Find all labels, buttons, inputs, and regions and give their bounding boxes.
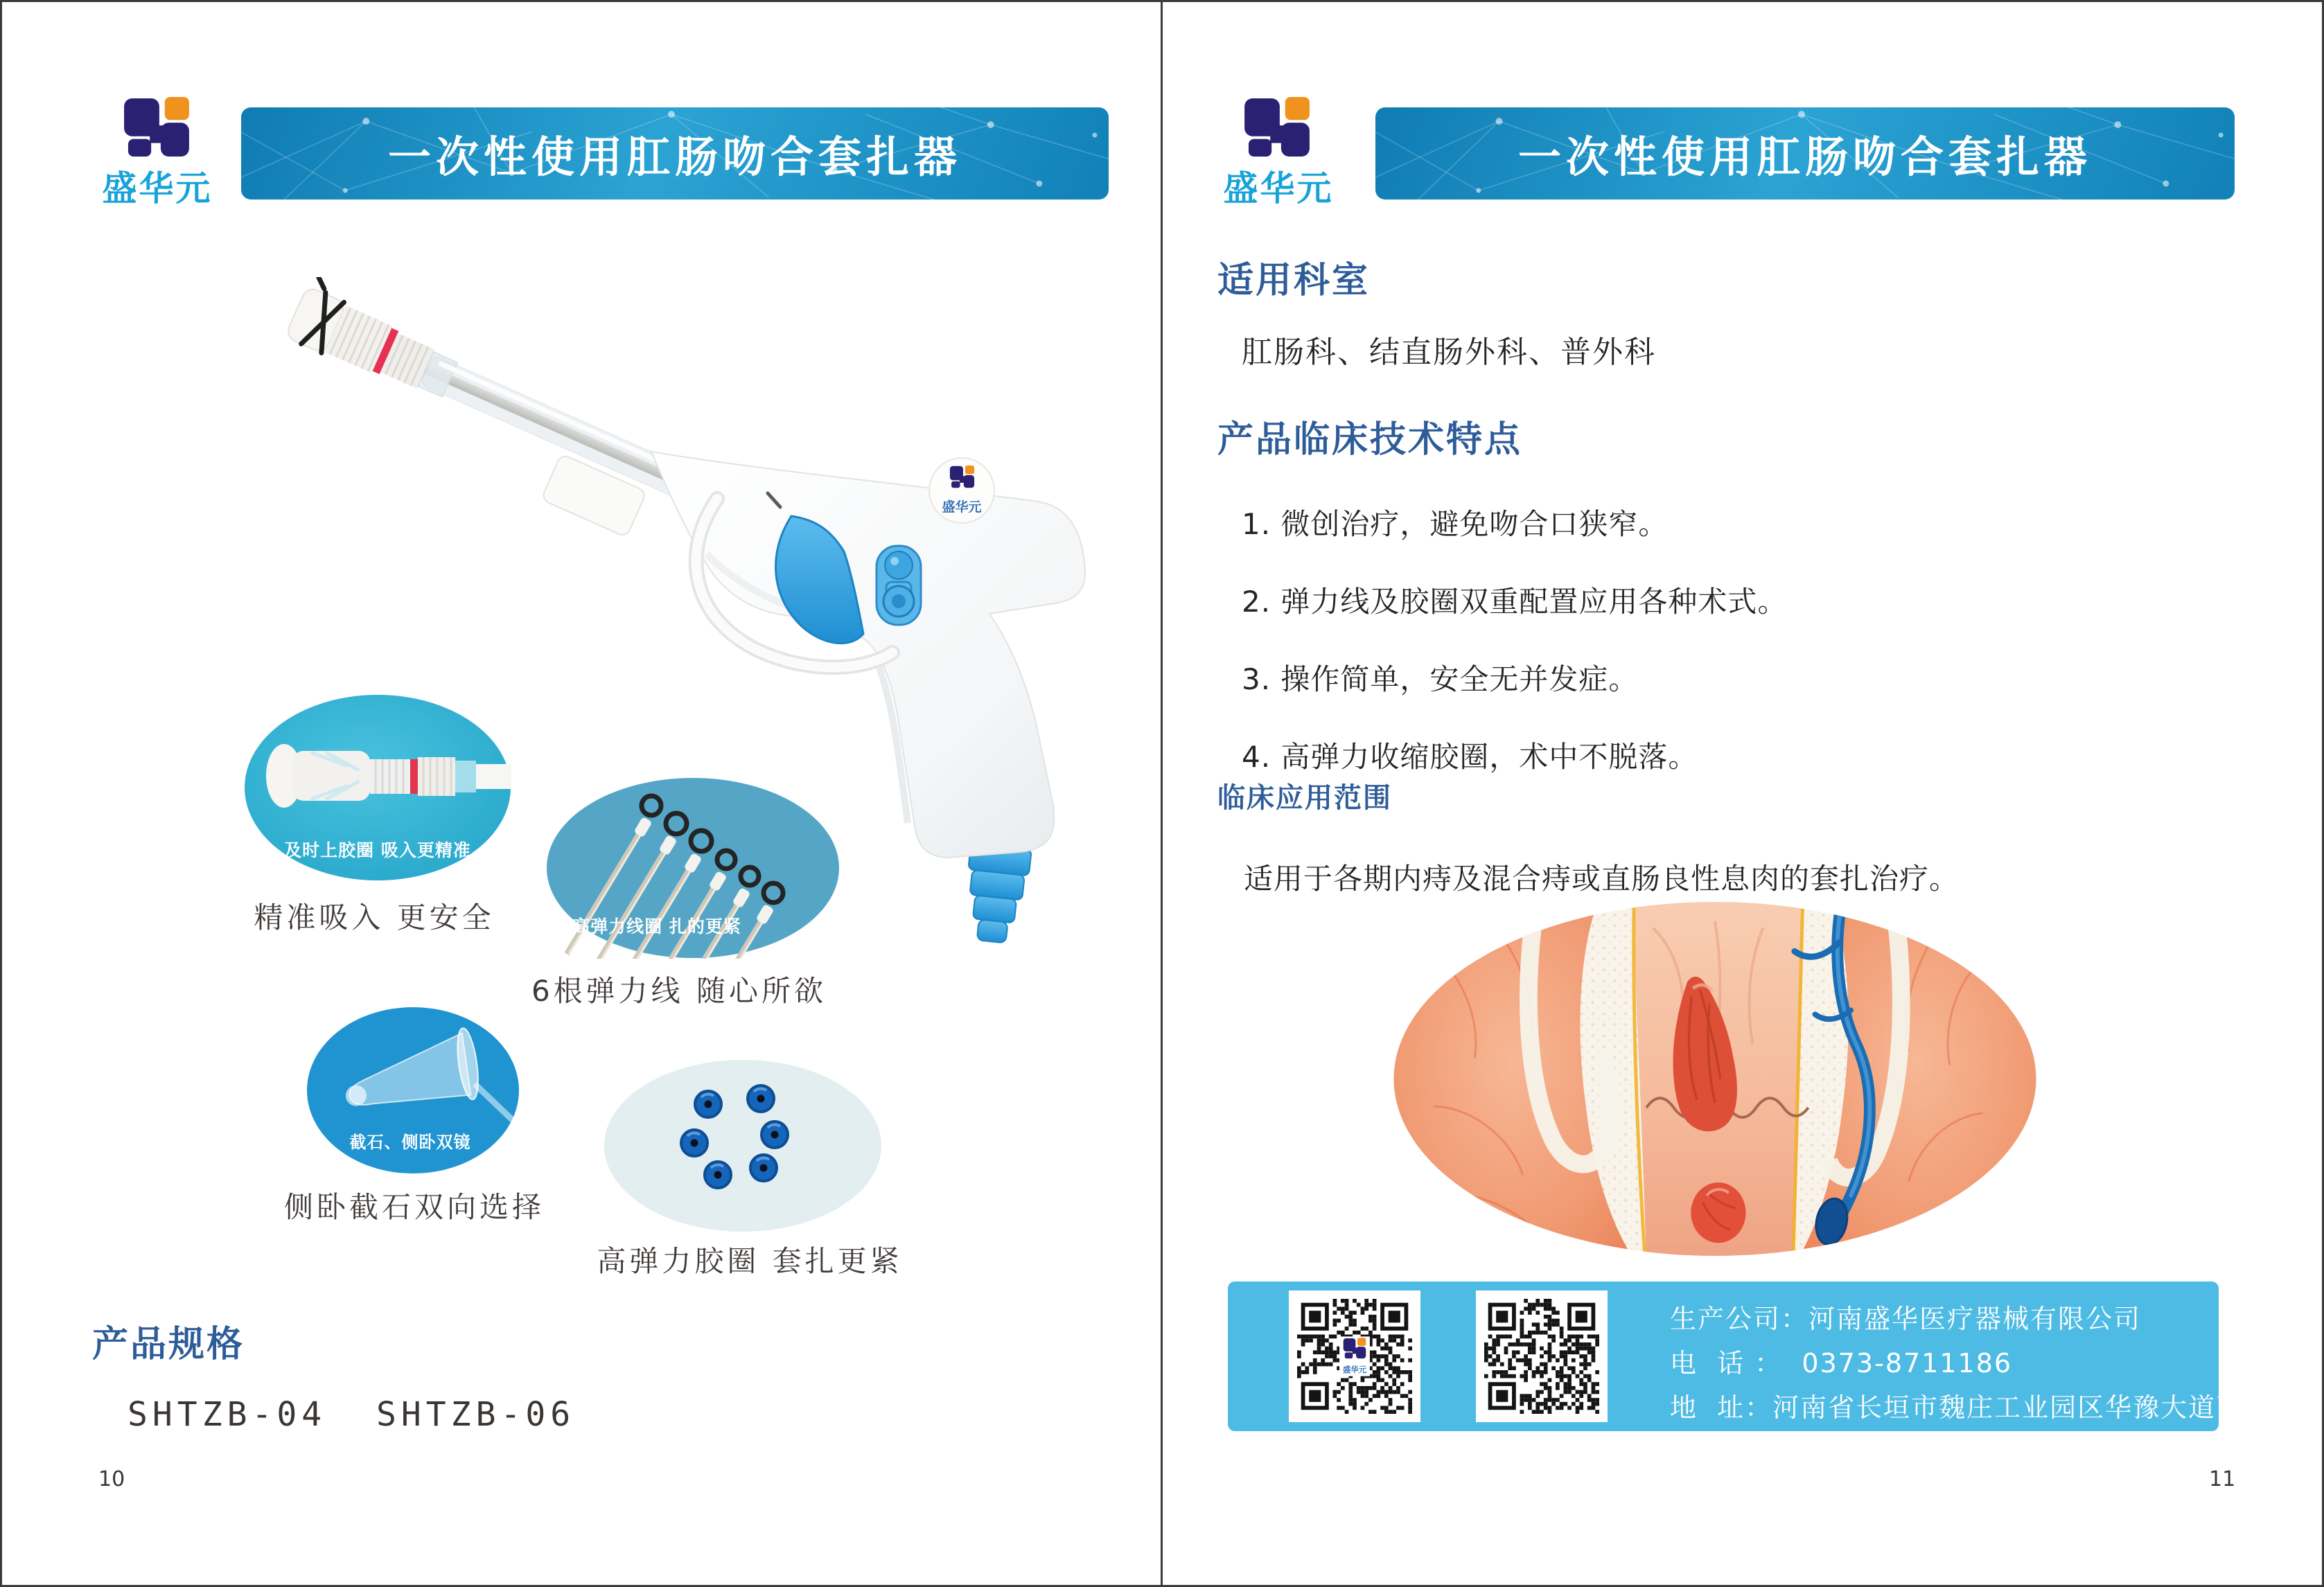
slider-control (877, 546, 921, 625)
callout-anoscope-overlay-text: 截石、侧卧双镜 (349, 1133, 471, 1152)
qr-code-website (1484, 1299, 1599, 1414)
callout-rubber-rings-photo (603, 1058, 883, 1233)
qr-code-wechat (1297, 1299, 1412, 1414)
callout-tip-photo (244, 694, 511, 881)
spec-heading: 产品规格 (92, 1324, 245, 1365)
anatomy-illustration (1386, 901, 2044, 1257)
features-list (1242, 502, 1787, 776)
feature-item: 2. 弹力线及胶圈双重配置应用各种术式。 (1242, 585, 1788, 619)
scope-body: 适用于各期内痔及混合痔或直肠良性息肉的套扎治疗。 (1244, 862, 1960, 896)
qr-card-1 (1289, 1291, 1420, 1422)
feature-item: 3. 操作简单，安全无并发症。 (1242, 662, 1639, 696)
callout-elastic-overlay-text: 高弹力线圈 扎的更紧 (572, 916, 741, 937)
callout-tip-overlay-text: 及时上胶圈 吸入更精准 (284, 840, 471, 860)
page-divider (1161, 0, 1163, 1587)
contact-address: 地 址：河南省长垣市魏庄工业园区华豫大道西侧 (1670, 1392, 2272, 1423)
caption-elastic-rings: 高弹力胶圈 套扎更紧 (597, 1244, 903, 1278)
contact-bar (1228, 1282, 2272, 1431)
feature-item: 4. 高弹力收缩胶圈，术中不脱落。 (1242, 740, 1698, 774)
contact-company: 生产公司：河南盛华医疗器械有限公司 (1670, 1304, 2142, 1334)
scope-heading: 临床应用范围 (1217, 782, 1392, 814)
contact-lines (1670, 1297, 2271, 1430)
suction-connector (961, 843, 1032, 944)
company-logo-text: 盛华元 (102, 168, 213, 209)
company-logo-icon (122, 97, 191, 158)
features-heading: 产品临床技术特点 (1217, 419, 1523, 461)
page-title: 一次性使用肛肠吻合套扎器 (387, 132, 962, 182)
qr-card-2 (1476, 1291, 1608, 1422)
feature-item: 1. 微创治疗，避免吻合口狭窄。 (1242, 507, 1669, 541)
caption-precise-suction: 精准吸入 更安全 (254, 901, 495, 934)
page-number-right: 11 (2209, 1467, 2236, 1491)
callout-anoscope-photo (305, 1006, 521, 1176)
page-number-left: 10 (98, 1467, 125, 1491)
caption-six-elastic-lines: 6根弹力线 随心所欲 (531, 974, 827, 1008)
page-title: 一次性使用肛肠吻合套扎器 (1517, 132, 2092, 182)
page-title-banner (1375, 107, 2235, 200)
company-logo-text: 盛华元 (1223, 168, 1334, 209)
svg-text:盛华元: 盛华元 (942, 499, 982, 515)
dept-body: 肛肠科、结直肠外科、普外科 (1242, 335, 1656, 370)
spec-models: SHTZB-04 SHTZB-06 (127, 1395, 576, 1434)
page-title-banner (241, 107, 1109, 200)
company-logo-icon (1242, 97, 1312, 158)
dept-heading: 适用科室 (1217, 260, 1371, 301)
callout-elastic-lines-photo (546, 777, 840, 959)
svg-text:盛华元: 盛华元 (1342, 1364, 1367, 1374)
caption-dual-position: 侧卧截石双向选择 (283, 1190, 545, 1224)
gun-logo-sticker (929, 458, 994, 523)
contact-phone: 电 话 ： 0373-8711186 (1670, 1348, 2013, 1378)
